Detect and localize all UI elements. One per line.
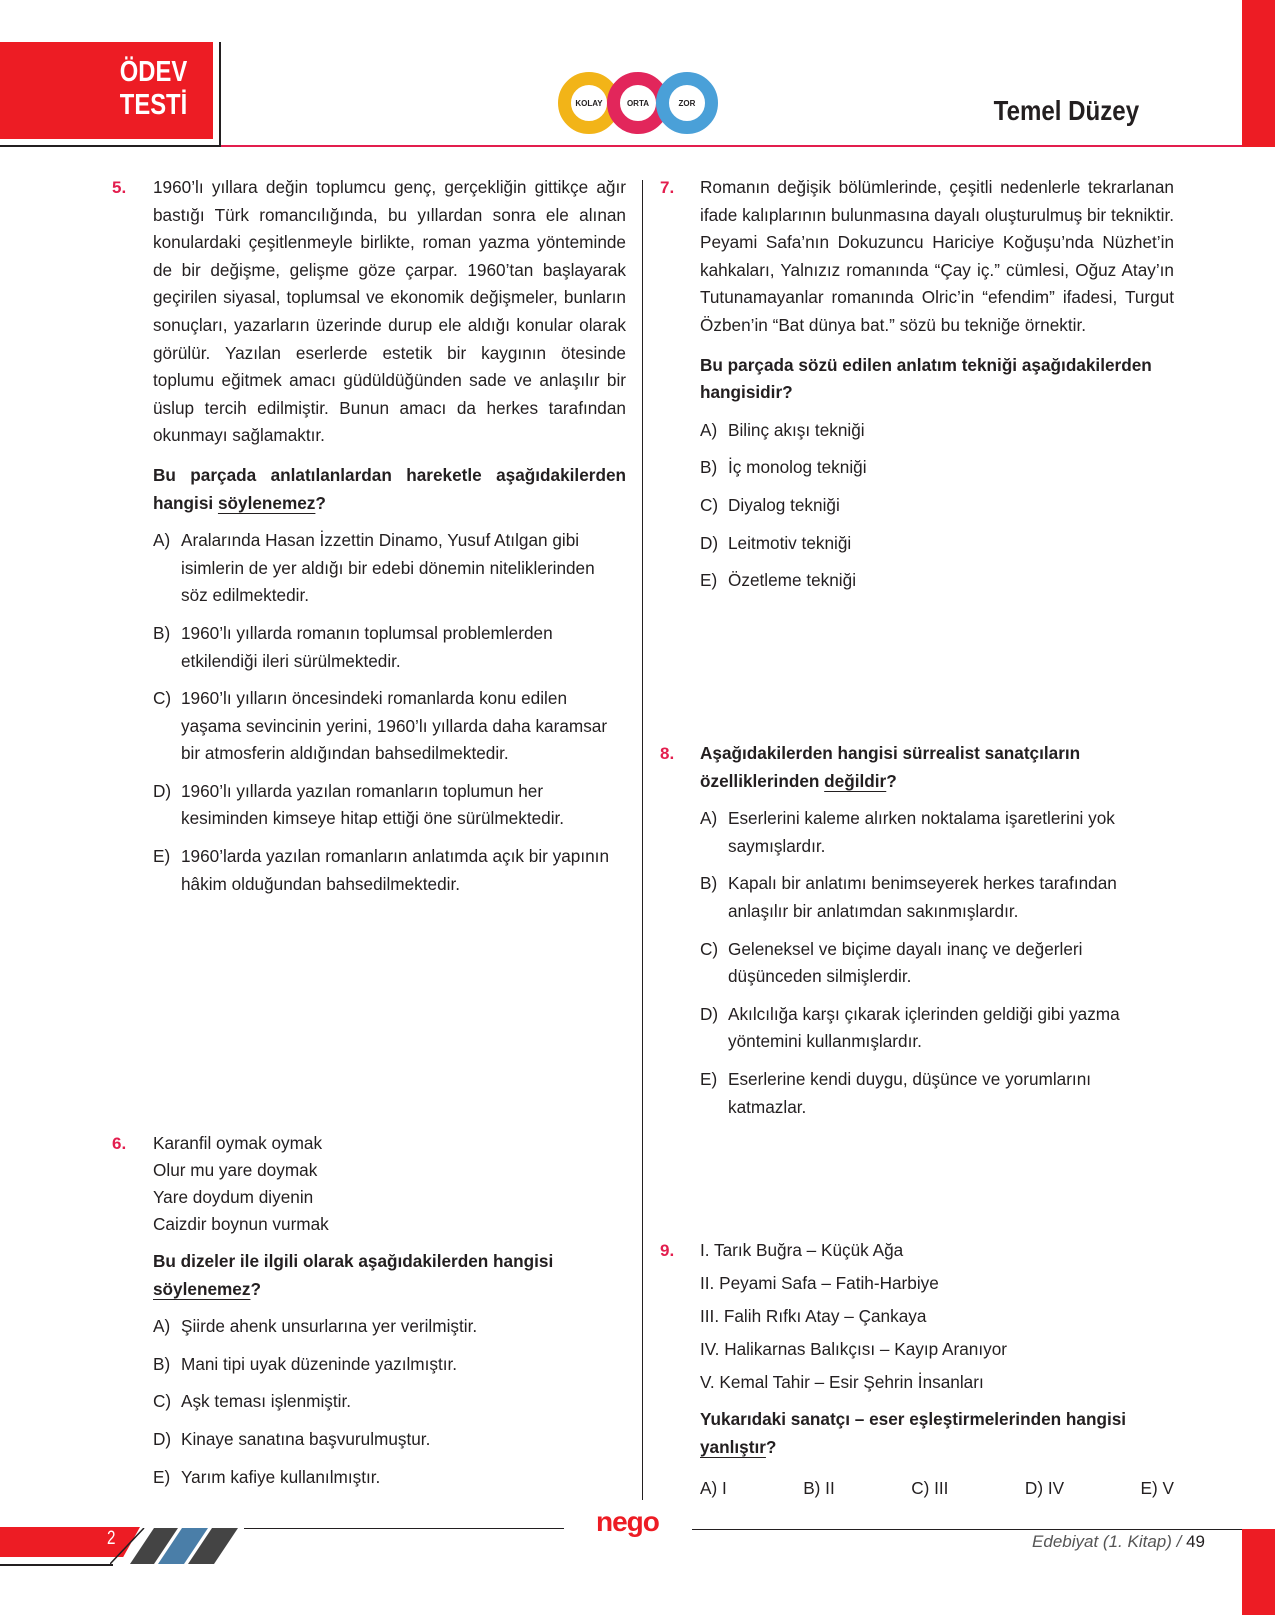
answer-option[interactable]: A) Bilinç akışı tekniği: [700, 419, 865, 440]
answer-options-row: [700, 1475, 1174, 1503]
question-stem: Bu dizeler ile ilgili olarak aşağıdakilerden hangisi söylenemez?: [153, 1251, 554, 1299]
question-passage: Romanın değişik bölümlerinde, çeşitli nedenlerle tekrarlanan ifade kalıplarının bulunmasına dayalı oluşturulmuş bir tekniktir. Peyami Safa’nın Dokuzuncu Hariciye Koğuşu’nda Nüzhet’in kahkaları, Yalnızız romanında “Çay iç.” cümlesi, Oğuz Atay’ın Tutunamayanlar romanında Olric’in “efendim” ifadesi, Turgut Özben’in “Bat dünya bat.” sözü bu tekniğe örnektir.: [700, 177, 1174, 335]
answer-option[interactable]: C) III: [911, 1478, 949, 1499]
poem: Karanfil oymak oymak Olur mu yare doymak Yare doydum diyenin Caizdir boynun vurmak: [153, 1133, 329, 1234]
answer-option[interactable]: D) Leitmotiv tekniği: [700, 532, 852, 553]
page-number: 2: [107, 1528, 116, 1549]
answer-option[interactable]: B) Mani tipi uyak düzeninde yazılmıştır.: [153, 1353, 458, 1374]
footer-rule: [244, 1528, 564, 1529]
publisher-logo: nego: [596, 1506, 659, 1537]
answer-option[interactable]: D) IV: [1024, 1478, 1065, 1499]
badge-border: [219, 42, 221, 147]
header-rule-left: [0, 145, 221, 147]
answer-option[interactable]: B) II: [803, 1478, 835, 1499]
answer-option[interactable]: C) Geleneksel ve biçime dayalı inanç ve değerleri düşünceden silmişlerdir.: [700, 938, 1083, 987]
header-rule: [221, 145, 1242, 147]
answer-option[interactable]: C) 1960’lı yılların öncesindeki romanlarda konu edilen yaşama sevincinin yerini, 1960’lı yıllarda daha karamsar bir atmosferin aldığından bahsedilmektedir.: [153, 688, 608, 764]
question-stem: Yukarıdaki sanatçı – eser eşleştirmelerinden hangisi yanlıştır?: [700, 1409, 1127, 1457]
question-number: 8.: [660, 744, 675, 763]
footer-rule-left: [0, 1564, 113, 1566]
difficulty-medium-icon: ORTA: [607, 72, 669, 134]
badge-line-2: TESTİ: [119, 89, 187, 121]
answer-option[interactable]: D) 1960’lı yıllarda yazılan romanların toplumun her kesiminden kimseye hitap ettiği öne sürülmektedir.: [153, 780, 565, 829]
question-5: [153, 174, 626, 898]
question-9: [700, 1237, 1174, 1503]
question-7: [700, 174, 1174, 595]
answer-option[interactable]: C) Diyalog tekniği: [700, 494, 840, 515]
question-number: 9.: [660, 1241, 675, 1260]
question-number: 5.: [112, 178, 127, 197]
question-passage: 1960’lı yıllara değin toplumcu genç, gerçekliğin gittikçe ağır bastığı Türk romancılığında, bu yıllardan sonra ele alınan konulardaki çeşitlenmeyle birlikte, roman yazma yönteminde de bir değişme, gelişme göze çarpar. 1960’tan başlayarak geçirilen siyasal, toplumsal ve ekonomik değişmeler, bunların sonuçları, yazarların üzerinde durup ele aldığı konular olarak görülür. Yazılan eserlerde estetik bir kaygının ötesinde toplumu eğitmek amacı güdüldüğünden sade ve anlaşılır bir üslup tercih edilmiştir. Bunun amacı da herkes tarafından okunmayı sağlamaktır.: [153, 177, 626, 446]
right-accent-bar-bottom: [1242, 1529, 1275, 1615]
difficulty-indicator: [558, 72, 718, 134]
answer-option[interactable]: E) Özetleme tekniği: [700, 570, 857, 591]
emphasis-word: yanlıştır: [700, 1436, 766, 1457]
answer-option[interactable]: B) İç monolog tekniği: [700, 457, 867, 478]
column-divider: [642, 180, 643, 1500]
difficulty-hard-icon: ZOR: [656, 72, 718, 134]
answer-option[interactable]: D) Kinaye sanatına başvurulmuştur.: [153, 1428, 431, 1449]
question-stem: Bu parçada sözü edilen anlatım tekniği aşağıdakilerden hangisidir?: [700, 354, 1152, 403]
question-number: 6.: [112, 1134, 127, 1153]
answer-option[interactable]: E) V: [1140, 1478, 1174, 1499]
question-number: 7.: [660, 178, 675, 197]
homework-badge: [0, 42, 213, 139]
question-8: [700, 740, 1174, 1121]
emphasis-word: söylenemez: [153, 1278, 251, 1299]
answer-option[interactable]: A) Aralarında Hasan İzzettin Dinamo, Yusuf Atılgan gibi isimlerin de yer aldığı bir edebi dönemin niteliklerinden söz edilmektedir.: [153, 530, 595, 606]
answer-option[interactable]: E) 1960’larda yazılan romanların anlatımda açık bir yapının hâkim olduğundan bahsedilmektedir.: [153, 846, 610, 894]
question-stem: Bu parçada anlatılanlardan hareketle aşağıdakilerden hangisi söylenemez?: [153, 464, 626, 513]
answer-option[interactable]: B) Kapalı bir anlatımı benimseyerek herkes tarafından anlaşılır bir anlatımdan sakınmışlardır.: [700, 873, 1117, 921]
answer-option[interactable]: A) Eserlerini kaleme alırken noktalama işaretlerini yok saymışlardır.: [700, 808, 1115, 856]
book-reference: Edebiyat (1. Kitap) / 49: [1032, 1532, 1205, 1551]
badge-line-1: ÖDEV: [119, 56, 187, 88]
badge-title: [120, 56, 187, 122]
question-6: [153, 1130, 626, 1491]
right-accent-bar: [1242, 0, 1275, 147]
question-stem: Aşağıdakilerden hangisi sürrealist sanatçıların özelliklerinden değildir?: [700, 743, 1081, 791]
footer-rule-right: [692, 1529, 1242, 1530]
answer-option[interactable]: D) Akılcılığa karşı çıkarak içlerinden geldiği gibi yazma yöntemini kullanmışlardır.: [700, 1003, 1120, 1052]
answer-option[interactable]: A) I: [700, 1478, 727, 1499]
answer-option[interactable]: E) Yarım kafiye kullanılmıştır.: [153, 1466, 381, 1487]
pairing-list: I. Tarık Buğra – Küçük Ağa II. Peyami Safa – Fatih-Harbiye III. Falih Rıfkı Atay – Çankaya IV. Halikarnas Balıkçısı – Kayıp Aranıyor V. Kemal Tahir – Esir Şehrin İnsanları: [700, 1240, 1007, 1392]
answer-option[interactable]: A) Şiirde ahenk unsurlarına yer verilmiştir.: [153, 1316, 478, 1337]
level-title: Temel Düzey: [993, 95, 1139, 126]
decorative-stripes-icon: [110, 1528, 250, 1564]
answer-option[interactable]: C) Aşk teması işlenmiştir.: [153, 1391, 352, 1412]
answer-option[interactable]: B) 1960’lı yıllarda romanın toplumsal problemlerden etkilendiği ileri sürülmektedir.: [153, 622, 553, 671]
answer-option[interactable]: E) Eserlerine kendi duygu, düşünce ve yorumlarını katmazlar.: [700, 1068, 1092, 1117]
difficulty-easy-icon: KOLAY: [558, 72, 620, 134]
emphasis-word: söylenemez: [217, 492, 316, 513]
emphasis-word: değildir: [824, 770, 887, 791]
